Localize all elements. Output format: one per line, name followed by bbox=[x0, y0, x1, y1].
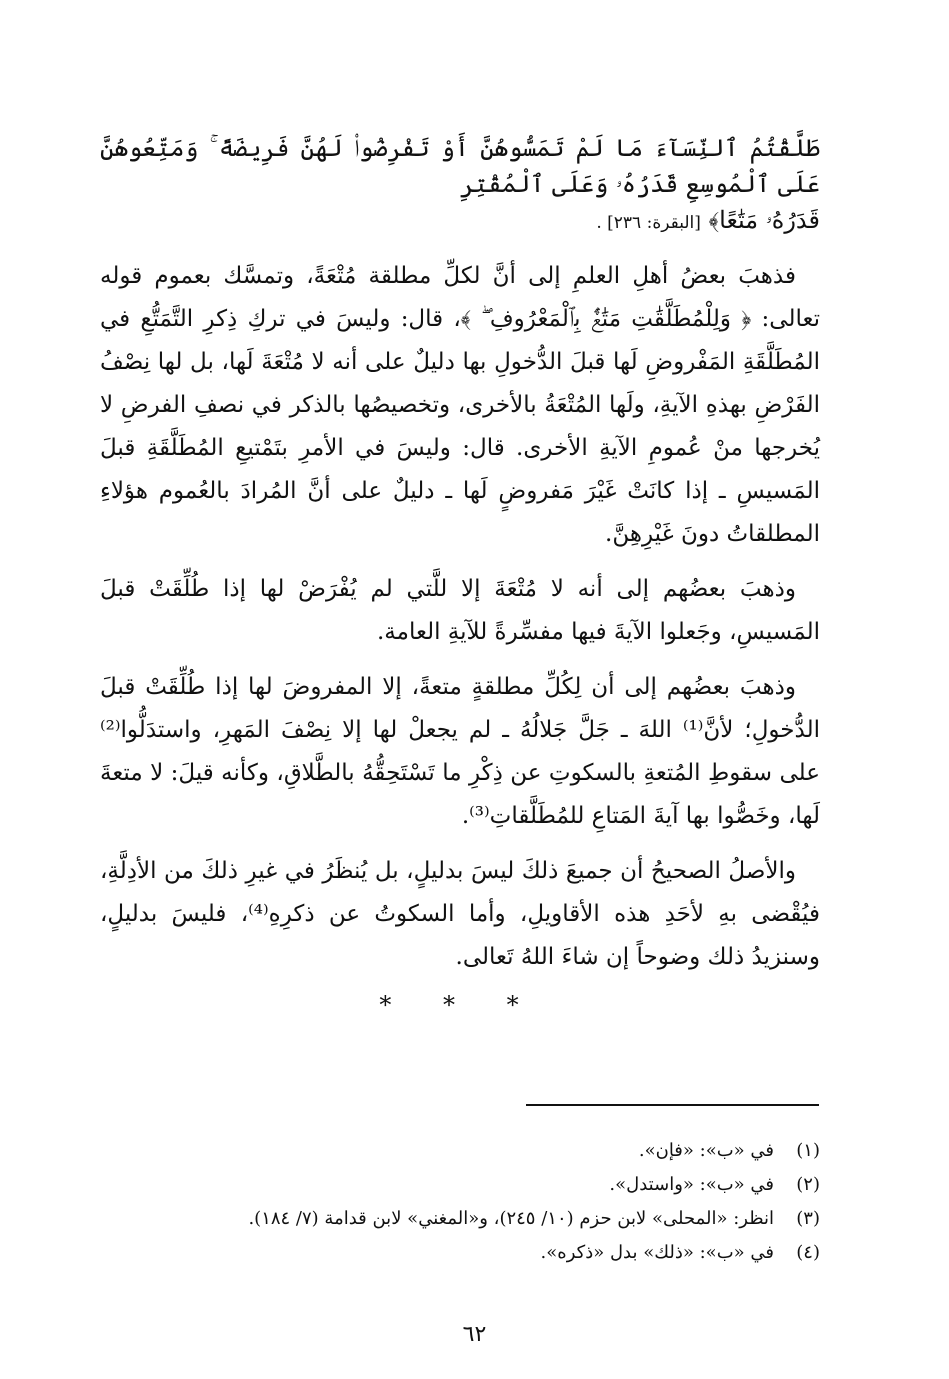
footnote-divider bbox=[526, 1104, 819, 1106]
footnote-3 bbox=[100, 1202, 820, 1236]
quran-verse-line-1: طَلَّقْتُمُ ٱلنِّسَآءَ مَا لَمْ تَمَسُّوهُنَّ أَوْ تَفْرِضُوا۟ لَهُنَّ فَرِيضَةً ۚ وَمَتِّعُوهُنَّ عَلَى ٱلْمُوسِعِ قَدَرُهُۥ وَعَلَى ٱلْمُقْتِرِ bbox=[100, 134, 820, 198]
main-text bbox=[100, 130, 820, 1019]
footnote-text: في «ب»: «واستدل». bbox=[609, 1174, 774, 1195]
paragraph-4: والأصلُ الصحيحُ أن جميعَ ذلكَ ليسَ بدليلٍ، بل يُنظَرُ في غيرِ ذلكَ من الأدِلَّةِ، فيُقْضى بهِ لأحَدِ هذه الأقاويلِ، وأما السكوتُ عن ذكرِهِ⁽⁴⁾، فليسَ بدليلٍ، وسنزيدُ ذلك وضوحاً إن شاءَ اللهُ تَعالى. bbox=[100, 858, 820, 970]
footnote-number: (٤) bbox=[796, 1242, 820, 1263]
footnote-text: في «ب»: «فإن». bbox=[638, 1140, 774, 1161]
footnote-4 bbox=[100, 1236, 820, 1270]
page-number: ٦٢ bbox=[462, 1322, 487, 1347]
footnote-number: (٢) bbox=[796, 1174, 820, 1195]
footnote-1 bbox=[100, 1134, 820, 1168]
footnote-number: (٣) bbox=[796, 1208, 820, 1229]
quran-verse-line-2 bbox=[100, 202, 820, 241]
footnote-text: انظر: «المحلى» لابن حزم (١٠/ ٢٤٥)، و«المغني» لابن قدامة (٧/ ١٨٤). bbox=[248, 1208, 774, 1229]
footnote-text: في «ب»: «ذلك» بدل «ذكره». bbox=[540, 1242, 774, 1263]
verse-reference: [البقرة: ٢٣٦] . bbox=[596, 213, 701, 233]
footnotes bbox=[100, 1134, 820, 1270]
paragraph-3: وذهبَ بعضُهم إلى أن لِكُلِّ مطلقةٍ متعةً، إلا المفروضَ لها إذا طُلِّقَتْ قبلَ الدُّخولِ؛ لأنَّ⁽¹⁾ اللهَ ـ جَلَّ جَلالُهُ ـ لم يجعلْ لها إلا نِصْفَ المَهرِ، واستدَلُّوا⁽²⁾ على سقوطِ المُتعةِ بالسكوتِ عن ذِكْرِ ما تَسْتَحِقُّهُ بالطَّلاقِ، وكأنه قيلَ: لا متعةَ لَها، وخَصُّوا بها آيةَ المَتاعِ للمُطَلَّقاتِ⁽³⁾. bbox=[100, 674, 820, 829]
footnote-2 bbox=[100, 1168, 820, 1202]
paragraph-1: فذهبَ بعضُ أهلِ العلمِ إلى أنَّ لكلِّ مطلقة مُتْعَةً، وتمسَّك بعموم قوله تعالى: ﴿ وَلِلْمُطَلَّقَٰتِ مَتَٰعٌۢ بِٱلْمَعْرُوفِ ۖ ﴾، قال: وليسَ في تركِ ذِكرِ التَّمَتُّعِ في المُطَلَّقَةِ المَفْروضِ لَها قبلَ الدُّخولِ بها دليلٌ على أنه لا مُتْعَةَ لَها، بل لها نِصْفُ الفَرْضِ بهذهِ الآيةِ، ولَها المُتْعَةُ بالأخرى، وتخصيصُها بالذكر في نصفِ الفرضِ لا يُخرجها منْ عُمومِ الآيةِ الأخرى. قال: وليسَ في الأمرِ بتَمْتيعِ المُطَلَّقَةِ قبلَ المَسيسِ ـ إذا كانَتْ غَيْرَ مَفروضٍ لَها ـ دليلٌ على أنَّ المُرادَ بالعُموم هؤلاءِ المطلقاتُ دونَ غَيْرِهِنَّ. bbox=[100, 263, 820, 547]
paragraph-2: وذهبَ بعضُهم إلى أنه لا مُتْعَةَ إلا للَّتي لم يُفْرَضْ لها إذا طُلِّقَتْ قبلَ المَسيسِ، وجَعلوا الآيةَ فيها مفسِّرةً للآيةِ العامة. bbox=[100, 576, 820, 645]
footnote-number: (١) bbox=[796, 1140, 820, 1161]
section-separator: * * * bbox=[379, 991, 541, 1019]
quran-verse-end: قَدَرُهُۥ مَتَٰعًا﴾ bbox=[708, 206, 820, 234]
